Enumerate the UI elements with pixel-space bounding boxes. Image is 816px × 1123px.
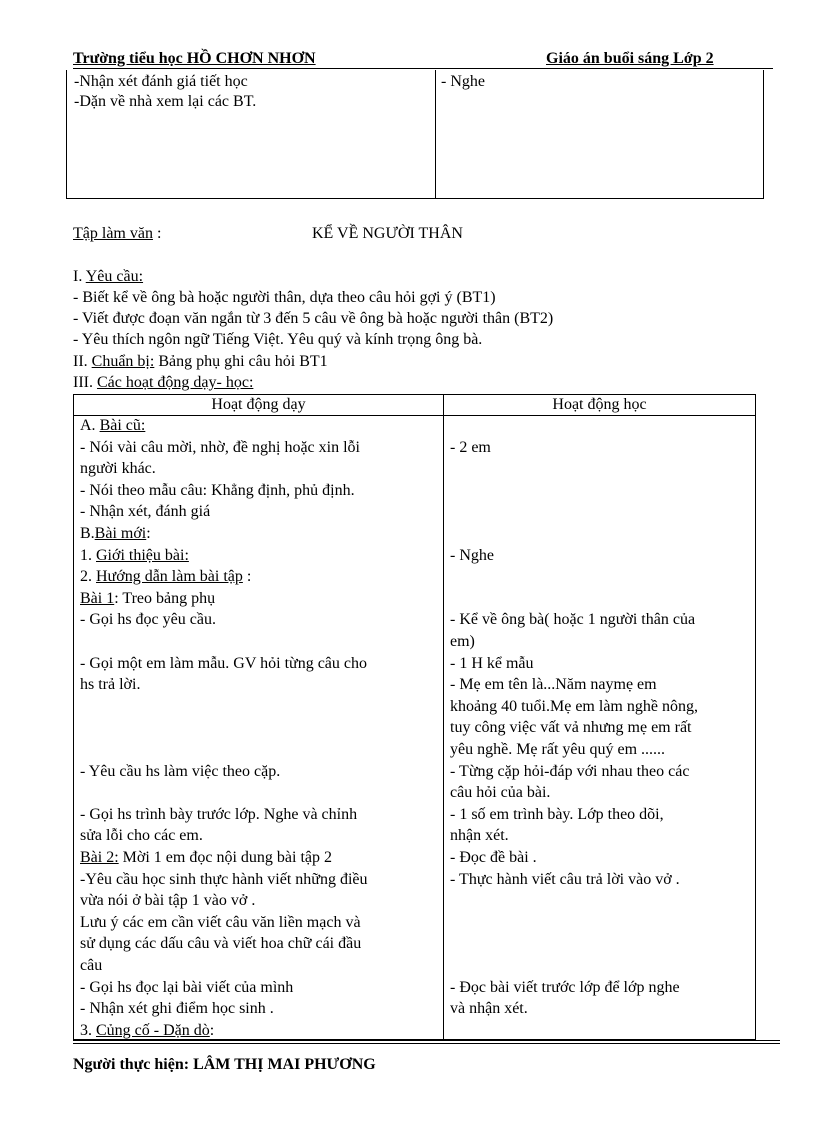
teacher-line-u: Hướng dẫn làm bài tập — [96, 568, 243, 586]
teacher-line — [80, 459, 156, 479]
bottom-rule-2 — [73, 1043, 780, 1044]
student-line: - Từng cặp hỏi-đáp với nhau theo các — [450, 762, 690, 780]
activities-row — [73, 373, 253, 393]
teacher-line — [80, 978, 293, 998]
teacher-line — [80, 502, 210, 522]
teacher-line — [80, 675, 140, 695]
student-line: - Đọc bài viết trước lớp để lớp nghe — [450, 978, 680, 996]
teacher-line-pre: - Nhận xét ghi điểm học sinh . — [80, 1000, 274, 1018]
teacher-line-u: Giới thiệu bài: — [96, 546, 189, 564]
prep-text: Bảng phụ ghi câu hỏi BT1 — [154, 353, 328, 370]
teacher-line-u: Bài mới — [94, 525, 147, 542]
continuation-table — [66, 70, 764, 199]
requirements-heading — [73, 267, 143, 287]
teacher-line-u: Củng cố - Dặn dò — [96, 1021, 210, 1039]
teacher-line — [80, 610, 216, 630]
teacher-line-pre: 2. — [80, 568, 96, 586]
teacher-line-pre: 3. — [80, 1021, 96, 1039]
teacher-line — [80, 848, 332, 868]
teacher-line-pre: sử dụng các dấu câu và viết hoa chữ cái đầu — [80, 935, 362, 953]
requirement-item: - Biết kể về ông bà hoặc người thân, dựa theo câu hỏi gợi ý (BT1) — [73, 289, 496, 306]
teacher-line-pre: - Yêu cầu hs làm việc theo cặp. — [80, 762, 281, 780]
requirements-title: Yêu cầu: — [85, 268, 144, 285]
continuation-left-line-2: -Dặn về nhà xem lại các BT. — [74, 93, 257, 110]
teacher-line — [80, 567, 251, 587]
student-line: và nhận xét. — [450, 1000, 528, 1018]
teacher-line — [80, 762, 280, 782]
table-header-divider — [74, 415, 755, 416]
teacher-line — [80, 934, 361, 954]
activities-heading: Các hoạt động dạy- học: — [96, 374, 254, 391]
table-column-divider — [443, 395, 444, 1039]
header-rule — [73, 68, 773, 69]
teacher-line — [80, 870, 368, 890]
student-line: em) — [450, 633, 475, 650]
bottom-rule-1 — [73, 1040, 780, 1041]
teacher-line-post: Mời 1 em đọc nội dung bài tập 2 — [118, 849, 332, 866]
teacher-line — [80, 589, 215, 609]
continuation-right-line-1: - Nghe — [441, 73, 485, 90]
teacher-line-pre: - Gọi hs trình bày trước lớp. Nghe và chỉnh — [80, 805, 358, 823]
teacher-line — [80, 891, 255, 911]
lesson-subject-colon: : — [152, 225, 162, 242]
student-line: - 1 số em trình bày. Lớp theo dõi, — [450, 805, 664, 823]
student-line: yêu nghề. Mẹ rất yêu quý em ...... — [450, 741, 666, 758]
teacher-line-pre: - Gọi hs đọc lại bài viết của mình — [80, 978, 294, 996]
lesson-subject: Tập làm văn — [73, 225, 153, 242]
teacher-line-pre: câu — [80, 957, 103, 974]
teacher-line — [80, 524, 151, 544]
teacher-line — [80, 654, 367, 674]
teacher-line-pre: - Gọi một em làm mẫu. GV hỏi từng câu cho — [80, 654, 367, 672]
teacher-line — [80, 913, 361, 933]
lesson-subject-row — [73, 224, 161, 244]
student-line: - Thực hành viết câu trả lời vào vở . — [450, 870, 680, 888]
header-school: Trường tiểu học HỒ CHƠN NHƠN — [73, 50, 316, 67]
student-line: - Nghe — [450, 546, 494, 564]
prep-heading: Chuẩn bị: — [91, 353, 155, 370]
requirement-item: - Viết được đoạn văn ngắn từ 3 đến 5 câu về ông bà hoặc người thân (BT2) — [73, 310, 554, 327]
teacher-line-u: Bài 1 — [80, 589, 115, 607]
col-header-student: Hoạt động học — [552, 396, 647, 413]
header-plan: Giáo án buổi sáng Lớp 2 — [546, 50, 714, 67]
teacher-line-post: : — [209, 1021, 215, 1039]
student-line: khoảng 40 tuổi.Mẹ em làm nghề nông, — [450, 697, 698, 715]
prep-row — [73, 352, 328, 372]
teacher-line — [80, 826, 203, 846]
teacher-line — [80, 438, 360, 458]
continuation-left-line-1: -Nhận xét đánh giá tiết học — [74, 73, 248, 90]
teacher-line-post: : — [146, 525, 151, 542]
teacher-line — [80, 805, 357, 825]
teacher-line-pre: sửa lỗi cho các em. — [80, 827, 203, 845]
student-line: - Kể về ông bà( hoặc 1 người thân của — [450, 611, 696, 629]
student-line: - 2 em — [450, 438, 491, 456]
teacher-line-pre: vừa nói ở bài tập 1 vào vở . — [80, 892, 256, 910]
teacher-line — [80, 999, 274, 1019]
teacher-line-pre: - Nói theo mẫu câu: Khẳng định, phủ định. — [80, 481, 355, 499]
teacher-line-pre: - Gọi hs đọc yêu cầu. — [80, 611, 216, 629]
teacher-line-u: Bài 2: — [80, 849, 119, 866]
teacher-line-pre: hs trả lời. — [80, 676, 141, 694]
teacher-line — [80, 956, 102, 976]
student-line: tuy công việc vất vả nhưng mẹ em rất — [450, 719, 692, 737]
teacher-line-pre: Lưu ý các em cần viết câu văn liền mạch và — [80, 913, 361, 931]
teacher-line-u: Bài cũ: — [99, 417, 146, 434]
student-line: nhận xét. — [450, 827, 509, 845]
footer-label: Người thực hiện: — [73, 1056, 190, 1073]
requirement-item: - Yêu thích ngôn ngữ Tiếng Việt. Yêu quý và kính trọng ông bà. — [73, 331, 483, 348]
footer-name: LÂM THỊ MAI PHƯƠNG — [193, 1056, 376, 1073]
teacher-line-pre: B. — [80, 525, 95, 542]
student-line: - Đọc đề bài . — [450, 849, 537, 866]
activities-table — [73, 394, 756, 1040]
teacher-line — [80, 481, 355, 501]
lesson-title: KỂ VỀ NGƯỜI THÂN — [312, 225, 463, 242]
student-line: câu hỏi của bài. — [450, 784, 551, 802]
teacher-line — [80, 416, 145, 436]
teacher-line-pre: -Yêu cầu học sinh thực hành viết những điều — [80, 870, 368, 888]
col-header-teacher: Hoạt động dạy — [211, 396, 306, 413]
requirements-num: I. — [73, 268, 86, 285]
continuation-divider — [435, 70, 436, 198]
teacher-line-pre: người khác. — [80, 460, 156, 478]
teacher-line-pre: 1. — [80, 546, 96, 564]
student-line: - Mẹ em tên là...Năm naymẹ em — [450, 676, 657, 694]
teacher-line-pre: - Nhận xét, đánh giá — [80, 503, 211, 521]
teacher-line-pre: A. — [80, 417, 100, 434]
teacher-line-pre: - Nói vài câu mời, nhờ, đề nghị hoặc xin lỗi — [80, 438, 360, 456]
footer — [73, 1056, 376, 1074]
activities-num: III. — [73, 374, 97, 391]
prep-num: II. — [73, 353, 92, 370]
teacher-line-post: : — [242, 568, 252, 586]
teacher-line-post: : Treo bảng phụ — [114, 589, 216, 607]
student-line: - 1 H kể mẫu — [450, 654, 534, 672]
teacher-line — [80, 1021, 214, 1041]
teacher-line — [80, 546, 189, 566]
